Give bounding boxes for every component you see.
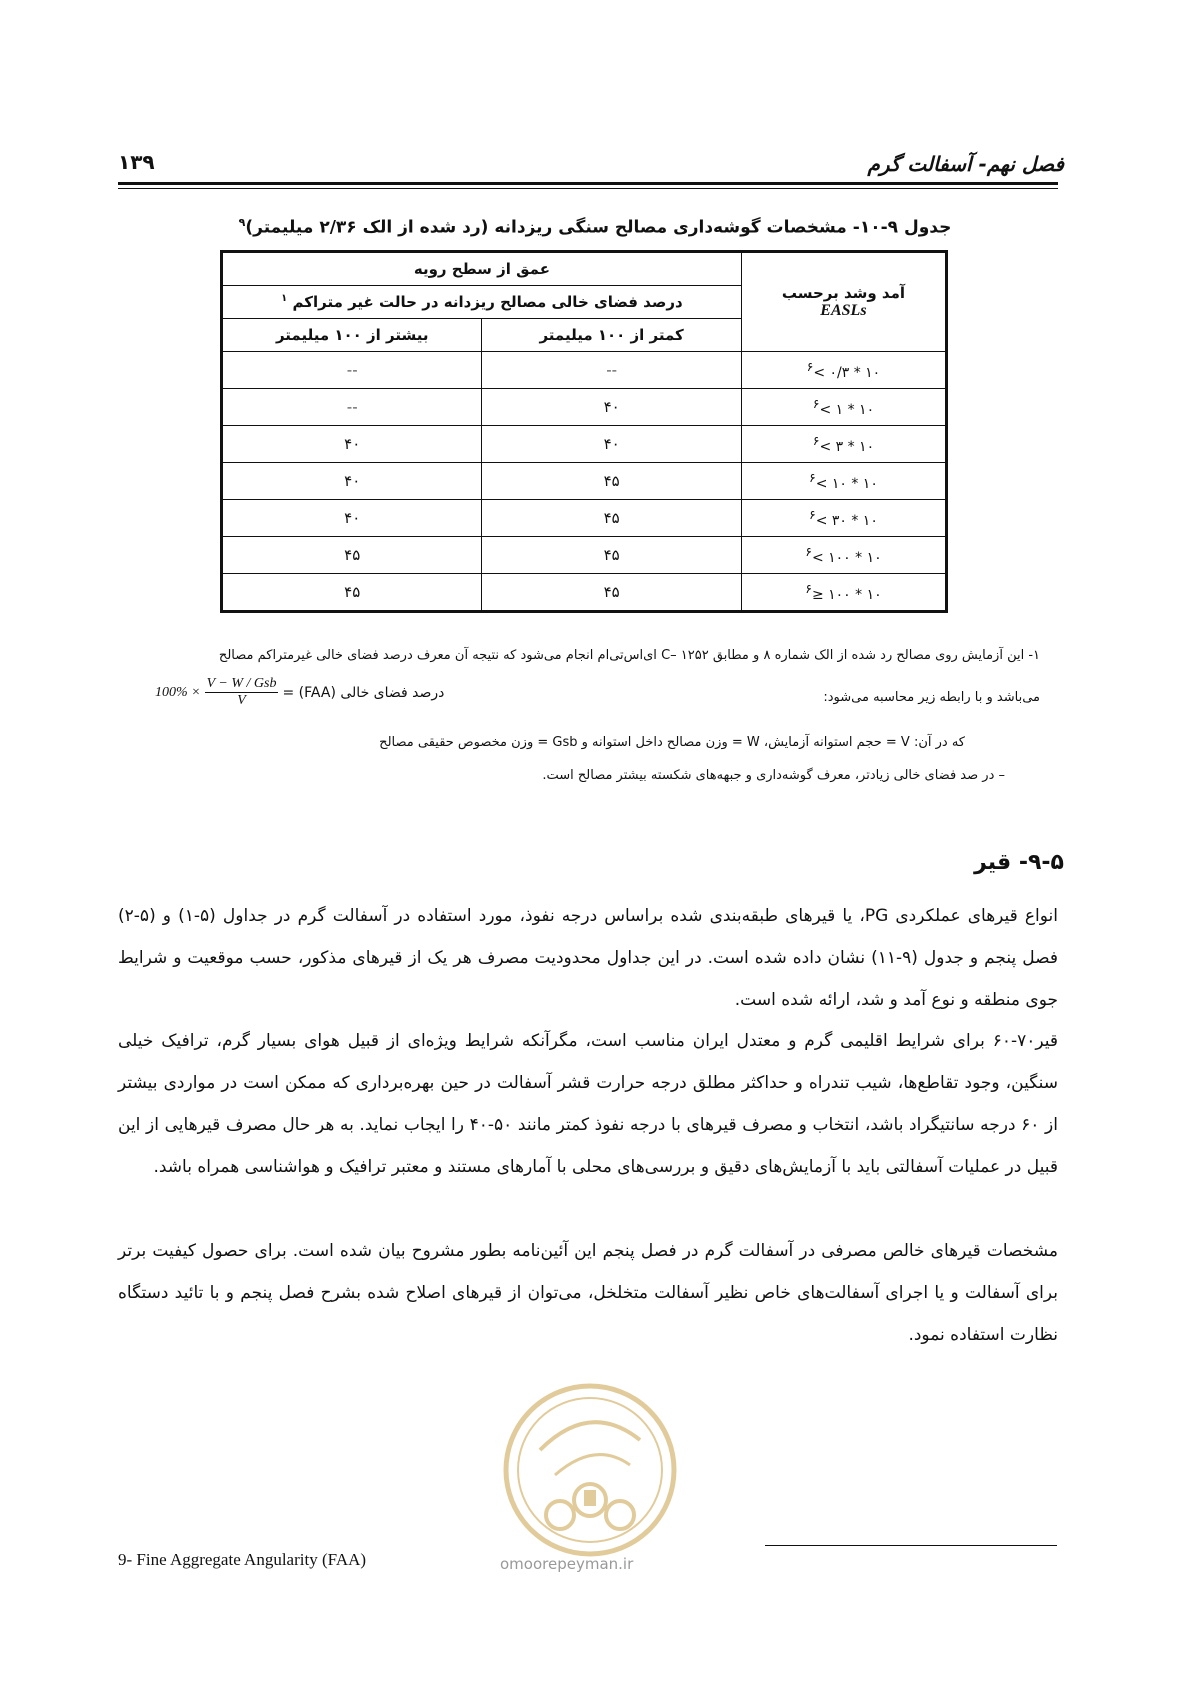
traffic-cell (741, 352, 946, 389)
traffic-cell (741, 537, 946, 574)
footnote-rule (765, 1545, 1057, 1546)
more-than-100mm-cell: ۴۰ (222, 426, 482, 463)
traffic-exponent: ۶ (805, 544, 812, 559)
more-than-100mm-cell: -- (222, 352, 482, 389)
page-number: ۱۳۹ (118, 150, 155, 174)
traffic-exponent: ۶ (808, 507, 816, 522)
faa-table (220, 250, 948, 613)
watermark-site: omoorepeyman.ir (500, 1555, 634, 1573)
watermark-logo (500, 1380, 680, 1560)
traffic-cell (741, 463, 946, 500)
more-than-100mm-header: بیشتر از ۱۰۰ میلیمتر (222, 319, 482, 352)
less-than-100mm-header: کمتر از ۱۰۰ میلیمتر (482, 319, 741, 352)
more-than-100mm-cell: ۴۵ (222, 537, 482, 574)
traffic-exponent: ۶ (806, 359, 814, 374)
void-header-footnote-ref: ۱ (281, 293, 288, 304)
footnote: 9- Fine Aggregate Angularity (FAA) (118, 1550, 367, 1569)
less-than-100mm-cell: ۴۵ (482, 463, 741, 500)
depth-header: عمق از سطح رویه (222, 252, 742, 286)
traffic-cell (741, 389, 946, 426)
more-than-100mm-cell: ۴۰ (222, 463, 482, 500)
less-than-100mm-cell: ۴۰ (482, 389, 741, 426)
traffic-value: < ۱۰ * ۱۰ (815, 476, 878, 492)
table-note-2: می‌باشد و با رابطه زیر محاسبه می‌شود: (823, 690, 1040, 705)
formula-fraction (205, 676, 279, 709)
formula-tail: × 100% (155, 684, 201, 700)
section-heading: ۹-۵- قیر (974, 850, 1064, 875)
table-row (222, 463, 947, 500)
traffic-header (741, 252, 946, 352)
table-row (222, 537, 947, 574)
paragraph-1: انواع قیرهای عملکردی PG، یا قیرهای طبقه‌بندی شده براساس درجه نفوذ، مورد استفاده در آسفالت گرم در جداول (۵-۱) و (۵-۲) فصل پنجم و جدول (۹-۱۱) نشان داده شده است. در این جداول محدودیت مصرف هر یک از قیرهای مذکور، حسب موقعیت و شرایط جوی منطقه و نوع آمد و شد، ارائه شده است. (118, 906, 1059, 1010)
table-row (222, 500, 947, 537)
less-than-100mm-cell: ۴۵ (482, 537, 741, 574)
paragraph-3: مشخصات قیرهای خالص مصرفی در آسفالت گرم در فصل پنجم این آئین‌نامه بطور مشروح بیان شده است. برای حصول کیفیت برتر برای آسفالت و یا اجرای آسفالت‌های خاص نظیر آسفالت متخلخل، می‌توان از قیرهای اصلاح شده بشرح فصل پنجم و با تائید دستگاه نظارت استفاده نمود. (118, 1241, 1058, 1345)
table-row (222, 352, 947, 389)
traffic-cell (741, 500, 946, 537)
header-rule-thin (118, 188, 1058, 189)
table-row (222, 426, 947, 463)
more-than-100mm-cell: ۴۵ (222, 574, 482, 612)
traffic-value: < ۳۰ * ۱۰ (815, 513, 878, 529)
less-than-100mm-cell: -- (482, 352, 741, 389)
traffic-value: < ۰/۳ * ۱۰ (813, 365, 881, 381)
table-caption-text: جدول ۹-۱۰- مشخصات گوشه‌داری مصالح سنگی ریزدانه (رد شده از الک ۲/۳۶ میلیمتر) (245, 217, 952, 238)
more-than-100mm-cell: -- (222, 389, 482, 426)
chapter-title: فصل نهم- آسفالت گرم (867, 152, 1064, 176)
paragraph-2: قیر۷۰-۶۰ برای شرایط اقلیمی گرم و معتدل ایران مناسب است، مگرآنکه شرایط ویژه‌ای از قبیل هوای بسیار گرم، ترافیک خیلی سنگین، وجود تقاطع‌ها، شیب تندراه و حداکثر مطلق درجه حرارت قشر آسفالت در حین بهره‌برداری که ممکن است در مواردی بیشتر از ۶۰ درجه سانتیگراد باشد، انتخاب و مصرف قیرهای با درجه نفوذ کمتر مانند ۵۰-۴۰ را ایجاب نماید. به هر حال مصرف قیرهایی از این قبیل در عملیات آسفالتی باید با آزمایش‌های دقیق و بررسی‌های محلی با آمارهای مستند و معتبر ترافیک و هواشناسی همراه باشد. (118, 1031, 1058, 1177)
traffic-value: ≥ ۱۰۰ * ۱۰ (811, 587, 882, 603)
faa-formula (155, 676, 444, 709)
traffic-exponent: ۶ (805, 581, 812, 596)
void-header-label: درصد فضای خالی مصالح ریزدانه در حالت غیر متراکم (292, 293, 683, 311)
less-than-100mm-cell: ۴۵ (482, 574, 741, 612)
more-than-100mm-cell: ۴۰ (222, 500, 482, 537)
less-than-100mm-cell: ۴۰ (482, 426, 741, 463)
traffic-exponent: ۶ (812, 396, 820, 411)
traffic-header-label: آمد وشد برحسب (781, 284, 906, 302)
traffic-value: < ۳ * ۱۰ (819, 439, 875, 455)
table-caption-footnote-ref: ۹ (238, 216, 246, 229)
void-header (222, 286, 742, 319)
table-caption (0, 216, 1190, 238)
formula-numerator: V − W / Gsb (206, 676, 277, 691)
table-note-4: – در صد فضای خالی زیادتر، معرف گوشه‌داری و جبهه‌های شکسته بیشتر مصالح است. (542, 768, 1005, 783)
traffic-cell (741, 426, 946, 463)
traffic-unit: EASLs (820, 302, 867, 319)
table-note-3: که در آن: V = حجم استوانه آزمایش، W = وزن مصالح داخل استوانه و Gsb = وزن مخصوص حقیقی مصالح (379, 735, 965, 750)
traffic-exponent: ۶ (812, 433, 820, 448)
less-than-100mm-cell: ۴۵ (482, 500, 741, 537)
traffic-cell (741, 574, 946, 612)
table-row (222, 389, 947, 426)
traffic-value: < ۱ * ۱۰ (819, 402, 875, 418)
traffic-value: < ۱۰۰ * ۱۰ (811, 550, 882, 566)
table-note-1: ۱- این آزمایش روی مصالح رد شده از الک شماره ۸ و مطابق ۱۲۵۲ –C ای‌اس‌تی‌ام انجام می‌شود که نتیجه آن معرف درصد فضای خالی غیرمتراکم مصالح (218, 648, 1040, 663)
table-body (222, 352, 947, 612)
traffic-exponent: ۶ (808, 470, 816, 485)
header-rule-thick (118, 182, 1058, 185)
table-row (222, 574, 947, 612)
formula-denominator: V (237, 693, 246, 708)
formula-label: درصد فضای خالی (FAA) = (282, 684, 445, 701)
